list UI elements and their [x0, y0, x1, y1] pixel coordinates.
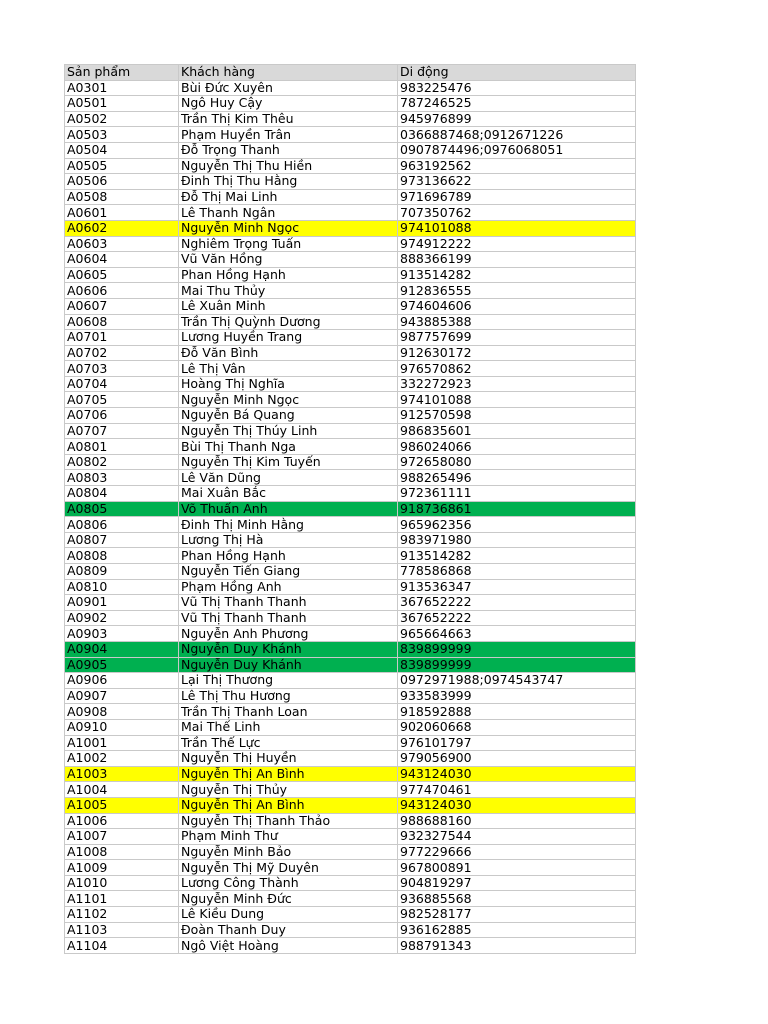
cell-customer-name[interactable]: Hoàng Thị Nghĩa	[179, 376, 398, 392]
cell-product-code[interactable]: A1103	[65, 922, 179, 938]
cell-customer-name[interactable]: Phạm Minh Thư	[179, 829, 398, 845]
cell-mobile-number[interactable]: 888366199	[398, 252, 636, 268]
cell-customer-name[interactable]: Ngô Huy Cậy	[179, 96, 398, 112]
table-row	[65, 454, 636, 470]
cell-mobile-number[interactable]: 972361111	[398, 486, 636, 502]
cell-mobile-number[interactable]: 0366887468;0912671226	[398, 127, 636, 143]
cell-mobile-number[interactable]: 936885568	[398, 891, 636, 907]
cell-mobile-number[interactable]: 986024066	[398, 439, 636, 455]
cell-product-code[interactable]: A0804	[65, 486, 179, 502]
cell-mobile-number[interactable]: 965664663	[398, 626, 636, 642]
table-row	[65, 439, 636, 455]
cell-mobile-number[interactable]: 933583999	[398, 688, 636, 704]
cell-customer-name[interactable]: Nguyễn Minh Đức	[179, 891, 398, 907]
cell-product-code[interactable]: A0504	[65, 142, 179, 158]
cell-mobile-number[interactable]: 932327544	[398, 829, 636, 845]
table-row	[65, 174, 636, 190]
cell-customer-name[interactable]: Nguyễn Thị An Bình	[179, 766, 398, 782]
table-row	[65, 735, 636, 751]
table-row	[65, 564, 636, 580]
table-row	[65, 298, 636, 314]
cell-customer-name[interactable]: Bùi Đức Xuyên	[179, 80, 398, 96]
table-row	[65, 844, 636, 860]
cell-customer-name[interactable]: Nguyễn Thị Mỹ Duyên	[179, 860, 398, 876]
cell-mobile-number[interactable]: 974912222	[398, 236, 636, 252]
table-row	[65, 205, 636, 221]
table-row	[65, 532, 636, 548]
table-row	[65, 423, 636, 439]
cell-mobile-number[interactable]: 979056900	[398, 751, 636, 767]
cell-customer-name[interactable]: Nguyễn Thị Thu Hiền	[179, 158, 398, 174]
cell-customer-name[interactable]: Đinh Thị Minh Hằng	[179, 517, 398, 533]
cell-customer-name[interactable]: Lương Huyền Trang	[179, 330, 398, 346]
table-row	[65, 486, 636, 502]
cell-mobile-number[interactable]: 839899999	[398, 657, 636, 673]
cell-mobile-number[interactable]: 787246525	[398, 96, 636, 112]
cell-mobile-number[interactable]: 904819297	[398, 875, 636, 891]
cell-product-code[interactable]: A0910	[65, 719, 179, 735]
cell-mobile-number[interactable]: 943124030	[398, 797, 636, 813]
customer-table	[64, 64, 636, 954]
table-row	[65, 345, 636, 361]
cell-mobile-number[interactable]: 982528177	[398, 907, 636, 923]
cell-product-code[interactable]: A0501	[65, 96, 179, 112]
cell-mobile-number[interactable]: 918736861	[398, 501, 636, 517]
cell-mobile-number[interactable]: 976101797	[398, 735, 636, 751]
table-row	[65, 579, 636, 595]
cell-customer-name[interactable]: Vũ Thị Thanh Thanh	[179, 595, 398, 611]
cell-product-code[interactable]: A0702	[65, 345, 179, 361]
cell-customer-name[interactable]: Trần Thị Kim Thêu	[179, 111, 398, 127]
table-row	[65, 314, 636, 330]
cell-product-code[interactable]: A0806	[65, 517, 179, 533]
cell-product-code[interactable]: A0707	[65, 423, 179, 439]
table-row	[65, 80, 636, 96]
table-header	[65, 65, 636, 81]
cell-mobile-number[interactable]: 367652222	[398, 595, 636, 611]
cell-mobile-number[interactable]: 983225476	[398, 80, 636, 96]
table-row	[65, 189, 636, 205]
table-row	[65, 501, 636, 517]
cell-product-code[interactable]: A0704	[65, 376, 179, 392]
cell-mobile-number[interactable]: 972658080	[398, 454, 636, 470]
table-row	[65, 922, 636, 938]
cell-mobile-number[interactable]: 973136622	[398, 174, 636, 190]
cell-product-code[interactable]: A1003	[65, 766, 179, 782]
cell-customer-name[interactable]: Nguyễn Thị An Bình	[179, 797, 398, 813]
cell-customer-name[interactable]: Nguyễn Minh Ngọc	[179, 220, 398, 236]
cell-mobile-number[interactable]: 983971980	[398, 532, 636, 548]
table-row	[65, 860, 636, 876]
cell-product-code[interactable]: A0502	[65, 111, 179, 127]
cell-mobile-number[interactable]: 974101088	[398, 220, 636, 236]
column-header-product[interactable]: Sản phẩm	[65, 65, 179, 81]
cell-mobile-number[interactable]: 974604606	[398, 298, 636, 314]
table-row	[65, 626, 636, 642]
cell-product-code[interactable]: A1101	[65, 891, 179, 907]
cell-product-code[interactable]: A1002	[65, 751, 179, 767]
cell-customer-name[interactable]: Nguyễn Duy Khánh	[179, 641, 398, 657]
cell-customer-name[interactable]: Mai Xuân Bắc	[179, 486, 398, 502]
cell-product-code[interactable]: A0810	[65, 579, 179, 595]
cell-mobile-number[interactable]: 963192562	[398, 158, 636, 174]
table-row	[65, 907, 636, 923]
cell-product-code[interactable]: A0902	[65, 610, 179, 626]
cell-mobile-number[interactable]: 988265496	[398, 470, 636, 486]
cell-customer-name[interactable]: Nguyễn Thị Thanh Thảo	[179, 813, 398, 829]
cell-mobile-number[interactable]: 913536347	[398, 579, 636, 595]
cell-customer-name[interactable]: Đinh Thị Thu Hằng	[179, 174, 398, 190]
cell-product-code[interactable]: A0805	[65, 501, 179, 517]
table-row	[65, 252, 636, 268]
cell-mobile-number[interactable]: 974101088	[398, 392, 636, 408]
cell-mobile-number[interactable]: 912630172	[398, 345, 636, 361]
cell-mobile-number[interactable]: 912570598	[398, 408, 636, 424]
cell-product-code[interactable]: A0904	[65, 641, 179, 657]
cell-mobile-number[interactable]: 988791343	[398, 938, 636, 954]
cell-product-code[interactable]: A1007	[65, 829, 179, 845]
cell-customer-name[interactable]: Nguyễn Tiến Giang	[179, 564, 398, 580]
cell-customer-name[interactable]: Lê Xuân Minh	[179, 298, 398, 314]
header-row	[65, 65, 636, 81]
cell-customer-name[interactable]: Lê Thị Vân	[179, 361, 398, 377]
cell-customer-name[interactable]: Đỗ Văn Bình	[179, 345, 398, 361]
table-row	[65, 127, 636, 143]
cell-product-code[interactable]: A0505	[65, 158, 179, 174]
cell-customer-name[interactable]: Nguyễn Anh Phương	[179, 626, 398, 642]
cell-mobile-number[interactable]: 913514282	[398, 267, 636, 283]
table-row	[65, 283, 636, 299]
cell-customer-name[interactable]: Trần Thế Lực	[179, 735, 398, 751]
table-row	[65, 657, 636, 673]
cell-product-code[interactable]: A0906	[65, 673, 179, 689]
table-row	[65, 158, 636, 174]
cell-customer-name[interactable]: Lê Văn Dũng	[179, 470, 398, 486]
cell-customer-name[interactable]: Nguyễn Thị Thủy	[179, 782, 398, 798]
cell-mobile-number[interactable]: 987757699	[398, 330, 636, 346]
cell-customer-name[interactable]: Nguyễn Thị Thúy Linh	[179, 423, 398, 439]
table-row	[65, 392, 636, 408]
cell-product-code[interactable]: A1009	[65, 860, 179, 876]
cell-product-code[interactable]: A1006	[65, 813, 179, 829]
cell-product-code[interactable]: A0604	[65, 252, 179, 268]
cell-customer-name[interactable]: Đỗ Thị Mai Linh	[179, 189, 398, 205]
table-row	[65, 875, 636, 891]
cell-mobile-number[interactable]: 367652222	[398, 610, 636, 626]
cell-customer-name[interactable]: Lương Công Thành	[179, 875, 398, 891]
table-row	[65, 829, 636, 845]
cell-mobile-number[interactable]: 971696789	[398, 189, 636, 205]
cell-mobile-number[interactable]: 913514282	[398, 548, 636, 564]
table-row	[65, 470, 636, 486]
cell-customer-name[interactable]: Lê Kiều Dung	[179, 907, 398, 923]
column-header-mobile[interactable]: Di động	[398, 65, 636, 81]
table-row	[65, 766, 636, 782]
cell-product-code[interactable]: A0703	[65, 361, 179, 377]
table-row	[65, 704, 636, 720]
cell-mobile-number[interactable]: 778586868	[398, 564, 636, 580]
cell-customer-name[interactable]: Lương Thị Hà	[179, 532, 398, 548]
cell-product-code[interactable]: A0808	[65, 548, 179, 564]
cell-customer-name[interactable]: Nguyễn Thị Huyền	[179, 751, 398, 767]
table-row	[65, 267, 636, 283]
cell-product-code[interactable]: A0807	[65, 532, 179, 548]
cell-mobile-number[interactable]: 0972971988;0974543747	[398, 673, 636, 689]
cell-mobile-number[interactable]: 977470461	[398, 782, 636, 798]
table-row	[65, 797, 636, 813]
table-row	[65, 376, 636, 392]
cell-customer-name[interactable]: Đỗ Trọng Thanh	[179, 142, 398, 158]
cell-product-code[interactable]: A0802	[65, 454, 179, 470]
table-row	[65, 361, 636, 377]
table-row	[65, 595, 636, 611]
cell-mobile-number[interactable]: 988688160	[398, 813, 636, 829]
cell-mobile-number[interactable]: 977229666	[398, 844, 636, 860]
table-body	[65, 80, 636, 953]
cell-customer-name[interactable]: Nghiêm Trọng Tuấn	[179, 236, 398, 252]
cell-product-code[interactable]: A0701	[65, 330, 179, 346]
cell-customer-name[interactable]: Phạm Huyền Trân	[179, 127, 398, 143]
cell-customer-name[interactable]: Nguyễn Minh Ngọc	[179, 392, 398, 408]
cell-mobile-number[interactable]: 976570862	[398, 361, 636, 377]
cell-mobile-number[interactable]: 912836555	[398, 283, 636, 299]
table-row	[65, 641, 636, 657]
cell-mobile-number[interactable]: 965962356	[398, 517, 636, 533]
cell-product-code[interactable]: A0508	[65, 189, 179, 205]
cell-customer-name[interactable]: Lê Thanh Ngân	[179, 205, 398, 221]
cell-mobile-number[interactable]: 0907874496;0976068051	[398, 142, 636, 158]
cell-customer-name[interactable]: Nguyễn Duy Khánh	[179, 657, 398, 673]
table-row	[65, 330, 636, 346]
cell-product-code[interactable]: A0601	[65, 205, 179, 221]
cell-product-code[interactable]: A0801	[65, 439, 179, 455]
cell-customer-name[interactable]: Trần Thị Thanh Loan	[179, 704, 398, 720]
cell-customer-name[interactable]: Phan Hồng Hạnh	[179, 548, 398, 564]
table-row	[65, 111, 636, 127]
cell-mobile-number[interactable]: 943124030	[398, 766, 636, 782]
cell-mobile-number[interactable]: 707350762	[398, 205, 636, 221]
table-row	[65, 610, 636, 626]
cell-product-code[interactable]: A1102	[65, 907, 179, 923]
cell-product-code[interactable]: A0903	[65, 626, 179, 642]
cell-mobile-number[interactable]: 839899999	[398, 641, 636, 657]
spreadsheet	[64, 64, 635, 954]
cell-customer-name[interactable]: Lại Thị Thương	[179, 673, 398, 689]
cell-product-code[interactable]: A0603	[65, 236, 179, 252]
table-row	[65, 220, 636, 236]
cell-product-code[interactable]: A0809	[65, 564, 179, 580]
cell-product-code[interactable]: A0607	[65, 298, 179, 314]
table-row	[65, 813, 636, 829]
cell-product-code[interactable]: A0506	[65, 174, 179, 190]
cell-product-code[interactable]: A1004	[65, 782, 179, 798]
cell-customer-name[interactable]: Nguyễn Bá Quang	[179, 408, 398, 424]
cell-product-code[interactable]: A0905	[65, 657, 179, 673]
cell-product-code[interactable]: A0908	[65, 704, 179, 720]
cell-mobile-number[interactable]: 943885388	[398, 314, 636, 330]
cell-customer-name[interactable]: Đoàn Thanh Duy	[179, 922, 398, 938]
cell-product-code[interactable]: A1010	[65, 875, 179, 891]
table-row	[65, 673, 636, 689]
table-row	[65, 236, 636, 252]
cell-mobile-number[interactable]: 967800891	[398, 860, 636, 876]
table-row	[65, 142, 636, 158]
cell-product-code[interactable]: A1005	[65, 797, 179, 813]
cell-product-code[interactable]: A0803	[65, 470, 179, 486]
cell-mobile-number[interactable]: 918592888	[398, 704, 636, 720]
cell-product-code[interactable]: A0301	[65, 80, 179, 96]
table-row	[65, 517, 636, 533]
cell-customer-name[interactable]: Nguyễn Minh Bảo	[179, 844, 398, 860]
cell-customer-name[interactable]: Lê Thị Thu Hương	[179, 688, 398, 704]
cell-customer-name[interactable]: Võ Thuấn Anh	[179, 501, 398, 517]
cell-customer-name[interactable]: Phạm Hồng Anh	[179, 579, 398, 595]
cell-product-code[interactable]: A0706	[65, 408, 179, 424]
cell-product-code[interactable]: A0608	[65, 314, 179, 330]
cell-customer-name[interactable]: Vũ Thị Thanh Thanh	[179, 610, 398, 626]
table-row	[65, 408, 636, 424]
cell-mobile-number[interactable]: 936162885	[398, 922, 636, 938]
cell-mobile-number[interactable]: 902060668	[398, 719, 636, 735]
cell-product-code[interactable]: A0605	[65, 267, 179, 283]
cell-product-code[interactable]: A1104	[65, 938, 179, 954]
cell-product-code[interactable]: A0606	[65, 283, 179, 299]
cell-product-code[interactable]: A0503	[65, 127, 179, 143]
table-row	[65, 719, 636, 735]
cell-customer-name[interactable]: Vũ Văn Hồng	[179, 252, 398, 268]
cell-product-code[interactable]: A1008	[65, 844, 179, 860]
cell-product-code[interactable]: A0907	[65, 688, 179, 704]
table-row	[65, 688, 636, 704]
cell-customer-name[interactable]: Mai Thu Thủy	[179, 283, 398, 299]
table-row	[65, 891, 636, 907]
cell-product-code[interactable]: A0602	[65, 220, 179, 236]
cell-customer-name[interactable]: Trần Thị Quỳnh Dương	[179, 314, 398, 330]
cell-customer-name[interactable]: Nguyễn Thị Kim Tuyến	[179, 454, 398, 470]
cell-product-code[interactable]: A1001	[65, 735, 179, 751]
table-row	[65, 96, 636, 112]
table-row	[65, 751, 636, 767]
table-row	[65, 548, 636, 564]
cell-mobile-number[interactable]: 332272923	[398, 376, 636, 392]
column-header-customer[interactable]: Khách hàng	[179, 65, 398, 81]
cell-product-code[interactable]: A0705	[65, 392, 179, 408]
cell-customer-name[interactable]: Ngô Việt Hoàng	[179, 938, 398, 954]
table-row	[65, 782, 636, 798]
cell-customer-name[interactable]: Mai Thế Linh	[179, 719, 398, 735]
table-row	[65, 938, 636, 954]
cell-mobile-number[interactable]: 986835601	[398, 423, 636, 439]
cell-mobile-number[interactable]: 945976899	[398, 111, 636, 127]
cell-customer-name[interactable]: Phan Hồng Hạnh	[179, 267, 398, 283]
cell-product-code[interactable]: A0901	[65, 595, 179, 611]
cell-customer-name[interactable]: Bùi Thị Thanh Nga	[179, 439, 398, 455]
